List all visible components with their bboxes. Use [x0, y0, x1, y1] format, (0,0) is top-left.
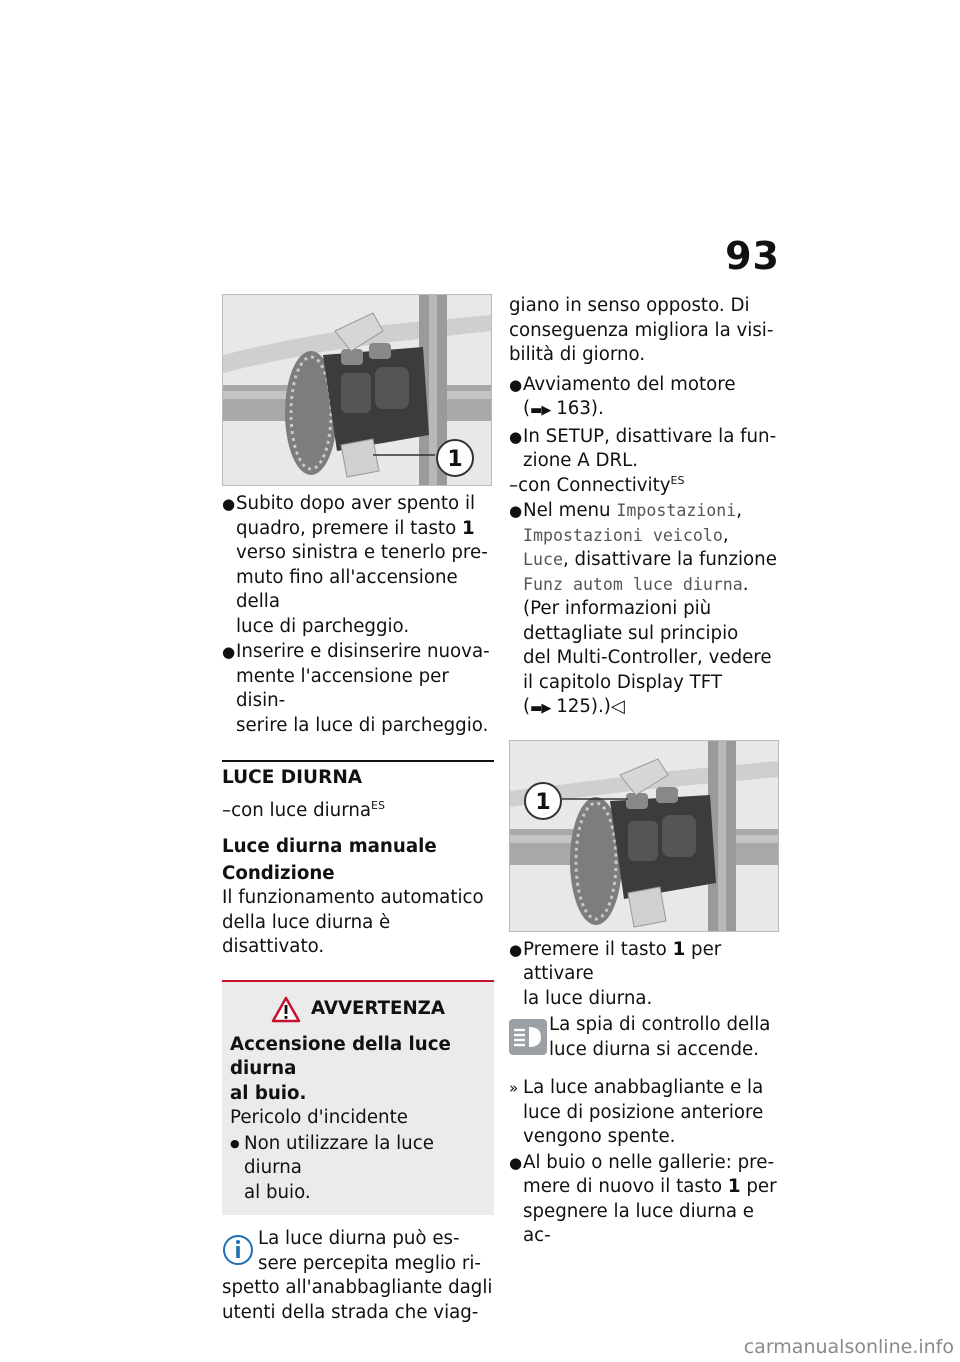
- condition-text: della luce diurna è disattivato.: [222, 911, 391, 957]
- info-icon: [222, 1233, 254, 1267]
- indicator-note: La spia di controllo della luce diurna si accende.: [509, 1013, 781, 1062]
- end-mark: ◁: [610, 696, 625, 717]
- condition-title: Condizione: [222, 862, 335, 884]
- daytime-running-light-icon: [509, 1019, 547, 1055]
- reference-arrow-icon: ▬▶: [530, 701, 551, 716]
- warning-text: Pericolo d'incidente: [230, 1107, 408, 1128]
- list-item: ● In SETUP, disattivare la fun- zione A DRL.: [509, 425, 777, 471]
- option-line: –con Connectivity$^{ES}$: [509, 473, 685, 496]
- list-item: ● Premere il tasto 1 per attivare la luce diurna.: [509, 938, 722, 1009]
- option-line: –con luce diurna$^{ES}$: [222, 798, 385, 821]
- section-title: LUCE DIURNA: [222, 760, 494, 791]
- warning-heading: Accensione della luce diurna: [230, 1033, 451, 1079]
- list-item: ● Subito dopo aver spento il quadro, premere il tasto 1 verso sinistra e tenerlo pre- muto fino all'accensione della luce di parcheggio.: [222, 493, 488, 637]
- list-item: ● Avviamento del motore (▬▶ 163).: [509, 373, 736, 419]
- watermark[interactable]: carmanualsonline.info: [743, 1336, 954, 1358]
- warning-heading: al buio.: [230, 1082, 307, 1104]
- page-number: 93: [725, 234, 780, 278]
- left-column: [222, 294, 494, 1325]
- condition-text: Il funzionamento automatico: [222, 887, 484, 908]
- photo2-callout-1: 1: [535, 789, 551, 815]
- photo1-callout-1: 1: [447, 447, 463, 472]
- list-item: » La luce anabbagliante e la luce di posizione anteriore vengono spente.: [509, 1077, 764, 1147]
- handlebar-switch-photo-1: [222, 294, 492, 486]
- subsection-title: Luce diurna manuale: [222, 836, 437, 857]
- reference-arrow-icon: ▬▶: [530, 403, 551, 418]
- list-item: ● Non utilizzare la luce diurna al buio.: [230, 1132, 434, 1203]
- warning-triangle-icon: [271, 996, 301, 1023]
- handlebar-illustration-1: [223, 295, 491, 485]
- warning-box: [222, 980, 494, 1216]
- right-column: giano in senso opposto. Di conseguenza migliora la visi- bilità di giorno. ● Avviamento del motore (▬▶ 163). ● In SETUP, disattivare la fun- zione A DRL. –con Connectivity$^{ES}$ ● Nel menu Impostazioni, Impostazioni veicolo, Luce, disattivare la funzione Funz autom luce diurna. (Per informazioni più dettagliate sul principio del Multi-Controller, vedere il capitolo Display TFT (▬▶ 125).)◁ 1 ● Premere il tasto 1 per attivare la luce diurna. La spia di controllo della luce diurna si accende. » La luce anabbagliante e la luce di posizione anteriore vengono spente. ● Al buio o nelle gallerie: pre- mere di nuovo il tasto 1 per spegnere la luce diurna e ac-: [509, 294, 781, 1249]
- handlebar-switch-photo-2: [509, 740, 779, 932]
- list-item: ● Nel menu Impostazioni, Impostazioni veicolo, Luce, disattivare la funzione Funz autom luce diurna. (Per informazioni più dettagliate sul principio del Multi-Controller, vedere il capitolo Display TFT (▬▶ 125).)◁: [509, 500, 777, 717]
- info-note: La luce diurna può es- sere percepita meglio ri- spetto all'anabbagliante dagli utenti della strada che viag-: [222, 1228, 493, 1323]
- list-item: ● Inserire e disinserire nuova- mente l'accensione per disin- serire la luce di parcheggio.: [222, 641, 490, 736]
- handlebar-illustration-2: [510, 741, 778, 931]
- list-item: ● Al buio o nelle gallerie: pre- mere di nuovo il tasto 1 per spegnere la luce diurna e ac-: [509, 1151, 777, 1246]
- warning-title: AVVERTENZA: [311, 997, 445, 1019]
